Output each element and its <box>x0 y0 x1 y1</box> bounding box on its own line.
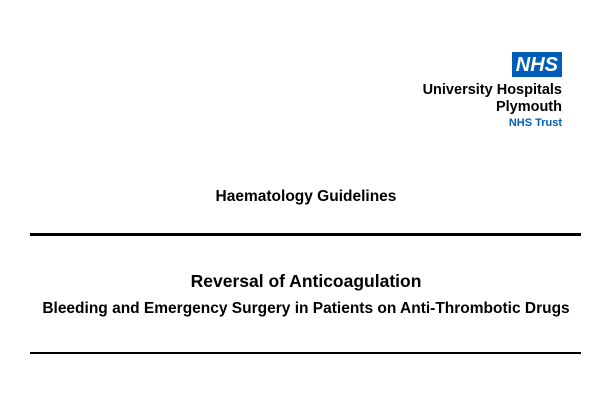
trust-label: NHS Trust <box>508 117 562 129</box>
org-name-line2: Plymouth <box>495 99 562 115</box>
thin-divider <box>30 352 581 354</box>
nhs-logo-badge: NHS <box>512 52 562 77</box>
org-name-line1: University Hospitals <box>422 82 562 98</box>
document-title: Reversal of Anticoagulation <box>190 271 422 291</box>
document-subtitle: Bleeding and Emergency Surgery in Patients on Anti-Thrombotic Drugs <box>42 300 570 317</box>
section-title: Haematology Guidelines <box>215 188 397 205</box>
thick-divider <box>30 233 581 236</box>
nhs-trust-logo <box>423 52 562 131</box>
